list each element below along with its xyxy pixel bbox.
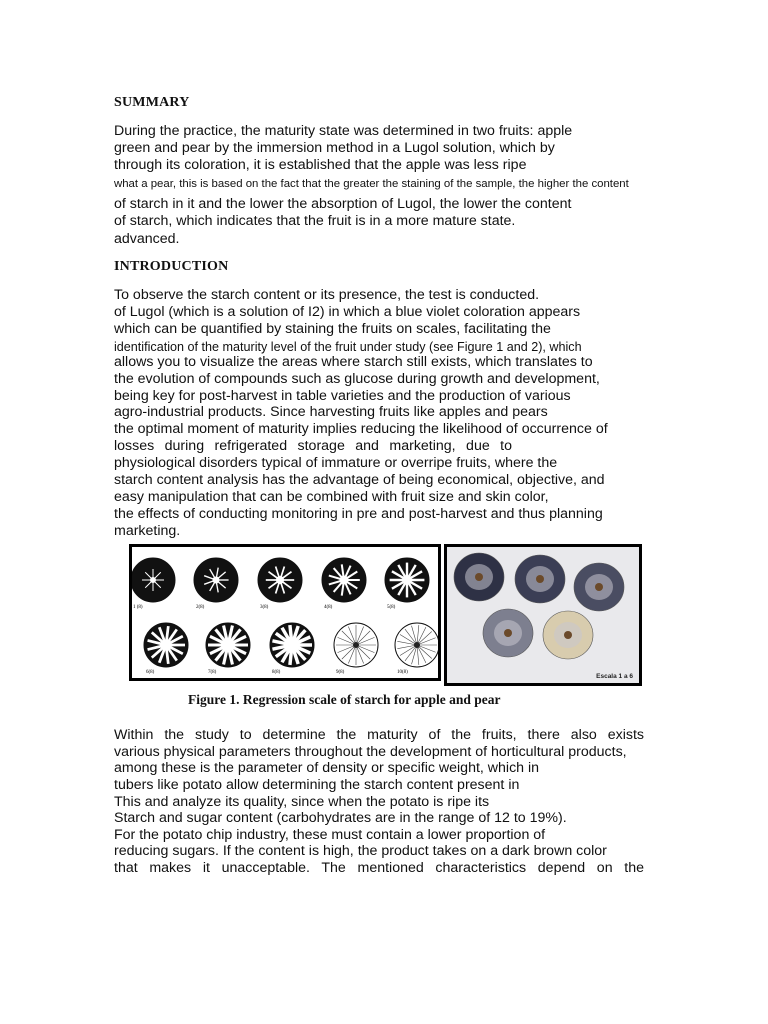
- apple-scale-svg: [132, 547, 438, 678]
- apple-slice: [194, 558, 238, 602]
- apple-slice-label: 4(8): [324, 605, 333, 610]
- summary-line: advanced.: [114, 231, 180, 247]
- apple-slice-label: 2(8): [196, 605, 205, 610]
- pear-slice: [515, 555, 565, 603]
- apple-slice: [144, 623, 188, 667]
- summary-heading: SUMMARY: [114, 95, 190, 110]
- apple-slice: [334, 623, 378, 667]
- body-line: This and analyze its quality, since when the potato is ripe its: [114, 794, 490, 810]
- intro-line: marketing.: [114, 523, 181, 539]
- intro-line: which can be quantified by staining the fruits on scales, facilitating the: [114, 321, 551, 337]
- apple-slice-label: 7(8): [208, 670, 217, 675]
- body-line: reducing sugars. If the content is high, the product takes on a dark brown color: [114, 843, 607, 859]
- intro-line: agro-industrial products. Since harvesting fruits like apples and pears: [114, 404, 548, 420]
- introduction-heading: INTRODUCTION: [114, 259, 229, 274]
- summary-line: During the practice, the maturity state was determined in two fruits: apple: [114, 123, 573, 139]
- intro-line: identification of the maturity level of the fruit under study (see Figure 1 and 2), which: [114, 340, 582, 354]
- intro-line: the optimal moment of maturity implies reducing the likelihood of occurrence of: [114, 421, 608, 437]
- pear-scale-svg: [447, 547, 639, 683]
- pear-starch-scale-image: [444, 544, 642, 686]
- apple-slice: [132, 558, 175, 602]
- apple-slice: [395, 623, 438, 667]
- intro-line: easy manipulation that can be combined with fruit size and skin color,: [114, 489, 549, 505]
- body-line: For the potato chip industry, these must contain a lower proportion of: [114, 827, 546, 843]
- pear-slice: [454, 553, 504, 601]
- intro-line: starch content analysis has the advantage of being economical, objective, and: [114, 472, 605, 488]
- apple-slice-label: 8(8): [272, 670, 281, 675]
- intro-line: the evolution of compounds such as glucose during growth and development,: [114, 371, 600, 387]
- body-line: tubers like potato allow determining the starch content present in: [114, 777, 520, 793]
- intro-line: being key for post-harvest in table varieties and the production of various: [114, 388, 571, 404]
- intro-line: physiological disorders typical of immature or overripe fruits, where the: [114, 455, 558, 471]
- pear-slice: [543, 611, 593, 659]
- pear-slice: [483, 609, 533, 657]
- apple-slice: [270, 623, 314, 667]
- apple-slice: [385, 558, 429, 602]
- apple-slice-label: 9(8): [336, 670, 345, 675]
- intro-line: the effects of conducting monitoring in pre and post-harvest and thus planning: [114, 506, 603, 522]
- apple-slice: [322, 558, 366, 602]
- intro-line: allows you to visualize the areas where starch still exists, which translates to: [114, 354, 593, 370]
- pear-scale-label: Escala 1 a 6: [596, 673, 633, 680]
- apple-slice-label: 10(8): [397, 670, 408, 675]
- intro-line: losses during refrigerated storage and marketing, due to: [114, 438, 512, 454]
- body-line: various physical parameters throughout the development of horticultural products,: [114, 744, 627, 760]
- summary-line: through its coloration, it is established that the apple was less ripe: [114, 157, 527, 173]
- apple-starch-scale-image: [129, 544, 441, 681]
- apple-slice-label: 3(8): [260, 605, 269, 610]
- body-line: among these is the parameter of density or specific weight, which in: [114, 760, 540, 776]
- summary-line: of starch, which indicates that the fruit is in a more mature state.: [114, 213, 516, 229]
- body-line: Within the study to determine the maturity of the fruits, there also exists: [114, 727, 644, 743]
- summary-line: of starch in it and the lower the absorption of Lugol, the lower the content: [114, 196, 572, 212]
- figure-caption: Figure 1. Regression scale of starch for apple and pear: [188, 692, 501, 707]
- body-line: that makes it unacceptable. The mentioned characteristics depend on the: [114, 860, 644, 876]
- summary-line: what a pear, this is based on the fact that the greater the staining of the sample, the higher the content: [114, 178, 629, 190]
- apple-slice: [206, 623, 250, 667]
- intro-line: To observe the starch content or its presence, the test is conducted.: [114, 287, 540, 303]
- apple-slice-label: 6(8): [146, 670, 155, 675]
- apple-slice-label: 5(8): [387, 605, 396, 610]
- apple-slice: [258, 558, 302, 602]
- intro-line: of Lugol (which is a solution of I2) in which a blue violet coloration appears: [114, 304, 581, 320]
- apple-slice-label: 1 (8): [133, 605, 143, 610]
- body-line: Starch and sugar content (carbohydrates are in the range of 12 to 19%).: [114, 810, 567, 826]
- summary-line: green and pear by the immersion method in a Lugol solution, which by: [114, 140, 555, 156]
- pear-slice: [574, 563, 624, 611]
